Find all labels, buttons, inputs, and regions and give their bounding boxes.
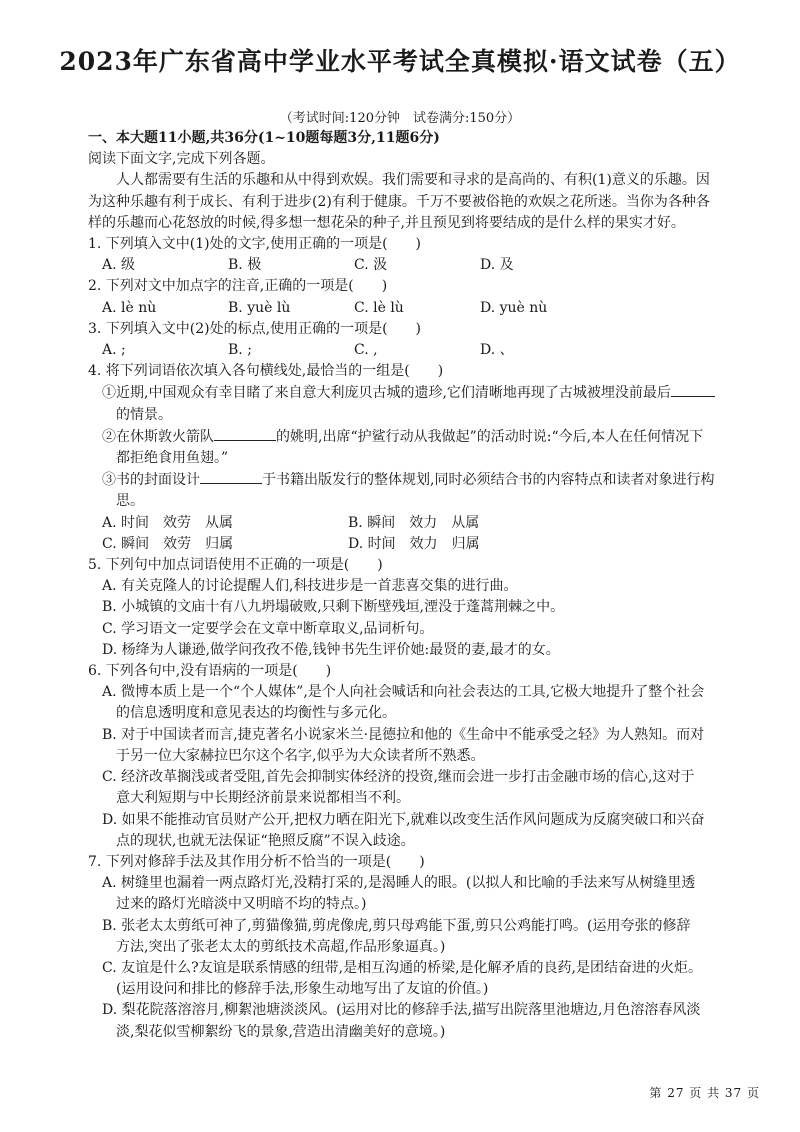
- option: C. 友谊是什么?友谊是联系情感的纽带,是相互沟通的桥梁,是化解矛盾的良药,是团结奋进的火炬。: [102, 959, 702, 976]
- exam-content: [88, 128, 756, 1043]
- passage-line: 人人都需要有生活的乐趣和从中得到欢娱。我们需要和寻求的是高尚的、有积(1)意义的乐趣。因: [116, 172, 710, 189]
- sentence-text: ③书的封面设计: [102, 472, 200, 489]
- question-5-stem: 5. 下列句中加点词语使用不正确的一项是( ): [88, 557, 383, 574]
- option: C. 学习语文一定要学会在文章中断章取义,品词析句。: [102, 620, 434, 637]
- option: D. 及: [480, 257, 514, 274]
- option: C. lè lù: [354, 299, 404, 316]
- question-4-options-row1: [88, 513, 756, 534]
- option: C. 经济改革搁浅或者受阻,首先会抑制实体经济的投资,继而会进一步打击金融市场的信心,这对于: [102, 769, 695, 786]
- option: D. 时间 效力 归属: [348, 535, 480, 552]
- option: A. 树缝里也漏着一两点路灯光,没精打采的,是渴睡人的眼。(以拟人和比喻的手法来写从树缝里透: [102, 875, 696, 892]
- option: D. 梨花院落溶溶月,柳絮池塘淡淡风。(运用对比的修辞手法,描写出院落里池塘边,月色溶溶春风淡: [102, 1002, 701, 1019]
- sentence-text: ①近期,中国观众有幸目睹了来自意大利庞贝古城的遗珍,它们清晰地再现了古城被埋没前最后: [102, 385, 671, 402]
- option: D. 杨绛为人谦逊,做学问孜孜不倦,钱钟书先生评价她:最贤的妻,最才的女。: [102, 641, 560, 658]
- option: C. 瞬间 效劳 归属: [102, 535, 234, 552]
- option: C. ,: [354, 342, 378, 359]
- option-continued: 意大利短期与中长期经济前景来说都相当不利。: [116, 790, 410, 807]
- option: A. 有关克隆人的讨论提醒人们,科技进步是一首悲喜交集的进行曲。: [102, 578, 518, 595]
- option: D. 、: [480, 342, 514, 359]
- question-2-options: [88, 298, 756, 319]
- option-continued: 点的现状,也就无法保证“艳照反腐”不误入歧途。: [116, 832, 415, 849]
- question-4-options-row2: [88, 534, 756, 555]
- option-continued: 的信息透明度和意见表达的均衡性与多元化。: [116, 705, 396, 722]
- section-title: 一、本大题11小题,共36分(1~10题每题3分,11题6分): [88, 130, 440, 146]
- option: A. 级: [102, 257, 136, 274]
- option: B. 极: [228, 257, 262, 274]
- question-3-stem: 3. 下列填入文中(2)处的标点,使用正确的一项是( ): [88, 320, 422, 337]
- sentence-text: 思。: [116, 493, 144, 510]
- option-continued: 方法,突出了张老太太的剪纸技术高超,作品形象逼真。): [116, 938, 446, 955]
- option: A. 微博本质上是一个“个人媒体”,是个人向社会喊话和向社会表达的工具,它极大地提升了整个社会: [102, 684, 705, 701]
- option-continued: 于另一位大家赫拉巴尔这个名字,似乎为大众读者所不熟悉。: [116, 747, 485, 764]
- instruction: 阅读下面文字,完成下列各题。: [88, 151, 275, 168]
- option: A. ;: [102, 342, 126, 359]
- option: B. 瞬间 效力 从属: [348, 514, 480, 531]
- question-7-stem: 7. 下列对修辞手法及其作用分析不恰当的一项是( ): [88, 853, 425, 870]
- sentence-text: 的姚明,出席“护鲨行动从我做起”的活动时说:“今后,本人在任何情况下: [276, 428, 704, 445]
- question-1-stem: 1. 下列填入文中(1)处的文字,使用正确的一项是( ): [88, 236, 422, 253]
- sentence-2: [88, 426, 756, 448]
- option-continued: (运用设问和排比的修辞手法,形象生动地写出了友谊的价值。): [116, 981, 489, 998]
- sentence-text: 的情景。: [116, 406, 172, 423]
- option-continued: 淡,梨花似雪柳絮纷飞的景象,营造出清幽美好的意境。): [116, 1023, 446, 1040]
- question-3-options: [88, 340, 756, 361]
- option: B. yuè lù: [228, 299, 291, 316]
- question-6-stem: 6. 下列各句中,没有语病的一项是( ): [88, 663, 332, 680]
- exam-info: （考试时间:120分钟 试卷满分:150分）: [279, 111, 521, 126]
- page-number: 第 27 页 共 37 页: [649, 1086, 760, 1100]
- sentence-1: [88, 382, 756, 404]
- option-continued: 过来的路灯光暗淡中又明暗不均的特点。): [116, 896, 367, 913]
- option: B. 小城镇的文庙十有八九坍塌破败,只剩下断壁残垣,湮没于蓬蒿荆棘之中。: [102, 599, 565, 616]
- question-1-options: [88, 255, 756, 276]
- option: B. 对于中国读者而言,捷克著名小说家米兰·昆德拉和他的《生命中不能承受之轻》为人熟知。而对: [102, 726, 705, 743]
- sentence-text: ②在休斯敦火箭队: [102, 428, 214, 445]
- passage-line: 样的乐趣而心花怒放的时候,得多想一想花朵的种子,并且预见到将要结成的是什么样的果实才好。: [88, 214, 685, 231]
- passage-line: 为这种乐趣有利于成长、有利于进步(2)有利于健康。千万不要被俗艳的欢娱之花所迷。当你为各种各: [88, 193, 710, 210]
- option: C. 汲: [354, 257, 388, 274]
- sentence-3: [88, 469, 756, 491]
- option: D. yuè nù: [480, 299, 548, 316]
- option: A. lè nù: [102, 299, 157, 316]
- sentence-text: 都拒绝食用鱼翅。”: [116, 450, 229, 467]
- page-title: 2023年广东省高中学业水平考试全真模拟·语文试卷（五）: [59, 47, 741, 76]
- fill-blank: [214, 426, 276, 441]
- option: D. 如果不能推动官员财产公开,把权力晒在阳光下,就难以改变生活作风问题成为反腐突破口和兴奋: [102, 811, 705, 828]
- fill-blank: [200, 469, 262, 484]
- option: B. ;: [228, 342, 252, 359]
- option: B. 张老太太剪纸可神了,剪猫像猫,剪虎像虎,剪只母鸡能下蛋,剪只公鸡能打鸣。(运用夸张的修辞: [102, 917, 691, 934]
- fill-blank: [671, 382, 715, 397]
- question-2-stem: 2. 下列对文中加点字的注音,正确的一项是( ): [88, 278, 388, 295]
- question-4-stem: 4. 将下列词语依次填入各句横线处,最恰当的一组是( ): [88, 363, 444, 380]
- sentence-text: 于书籍出版发行的整体规划,同时必须结合书的内容特点和读者对象进行构: [262, 472, 715, 489]
- option: A. 时间 效劳 从属: [102, 514, 234, 531]
